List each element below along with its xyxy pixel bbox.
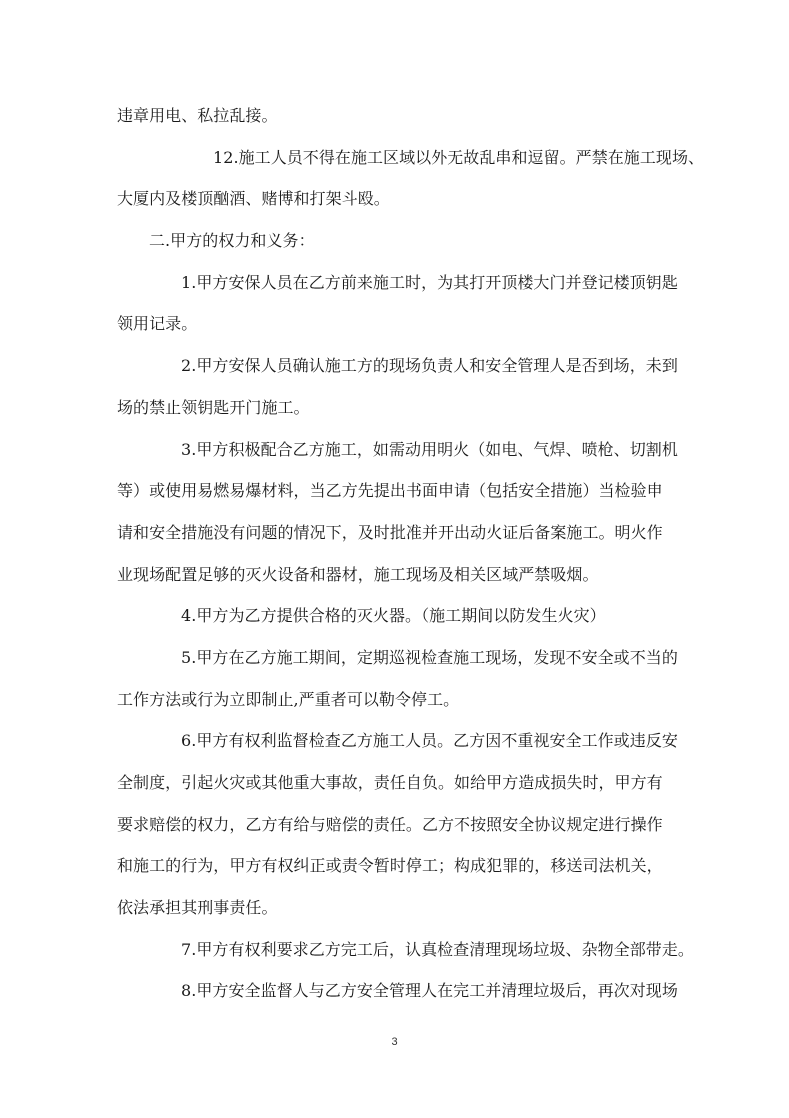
text-line-item-3: 3.甲方积极配合乙方施工，如需动用明火（如电、气焊、喷枪、切割机 [181,439,678,459]
text-line-item-7: 7.甲方有权利要求乙方完工后，认真检查清理现场垃圾、杂物全部带走。 [181,939,694,959]
text-line-item-5: 5.甲方在乙方施工期间，定期巡视检查施工现场，发现不安全或不当的 [181,647,678,667]
text-line: 全制度，引起火灾或其他重大事故，责任自负。如给甲方造成损失时，甲方有 [117,773,663,792]
text-line: 等）或使用易燃易爆材料，当乙方先提出书面申请（包括安全措施）当检验申 [117,481,663,501]
page-number: 3 [391,1036,398,1048]
text-line: 领用记录。 [117,314,198,334]
text-line-item-12: 12.施工人员不得在施工区域以外无故乱串和逗留。严禁在施工现场、 [213,147,705,167]
text-line: 违章用电、私拉乱接。 [117,106,278,125]
text-line-item-4: 4.甲方为乙方提供合格的灭火器。（施工期间以防发生火灾） [181,606,606,626]
text-line-item-1: 1.甲方安保人员在乙方前来施工时，为其打开顶楼大门并登记楼顶钥匙 [181,272,678,292]
document-body [117,95,705,1012]
text-line: 大厦内及楼顶酗酒、赌博和打架斗殴。 [117,189,390,209]
text-line: 要求赔偿的权力，乙方有给与赔偿的责任。乙方不按照安全协议规定进行操作 [117,814,663,834]
text-line: 工作方法或行为立即制止,严重者可以勒令停工。 [117,689,460,709]
text-line-item-8: 8.甲方安全监督人与乙方安全管理人在完工并清理垃圾后，再次对现场 [181,981,678,1001]
text-line: 业现场配置足够的灭火设备和器材，施工现场及相关区域严禁吸烟。 [117,564,599,584]
text-line: 场的禁止领钥匙开门施工。 [117,397,310,417]
text-line-item-2: 2.甲方安保人员确认施工方的现场负责人和安全管理人是否到场，未到 [181,356,678,376]
text-line: 请和安全措施没有问题的情况下，及时批准并开出动火证后备案施工。明火作 [117,522,663,542]
section-heading-party-a-rights: 二.甲方的权力和义务： [149,231,315,251]
text-line-item-6: 6.甲方有权利监督检查乙方施工人员。乙方因不重视安全工作或违反安 [181,731,678,751]
text-line: 和施工的行为，甲方有权纠正或责令暂时停工；构成犯罪的，移送司法机关， [117,856,663,876]
text-line: 依法承担其刑事责任。 [117,898,278,918]
